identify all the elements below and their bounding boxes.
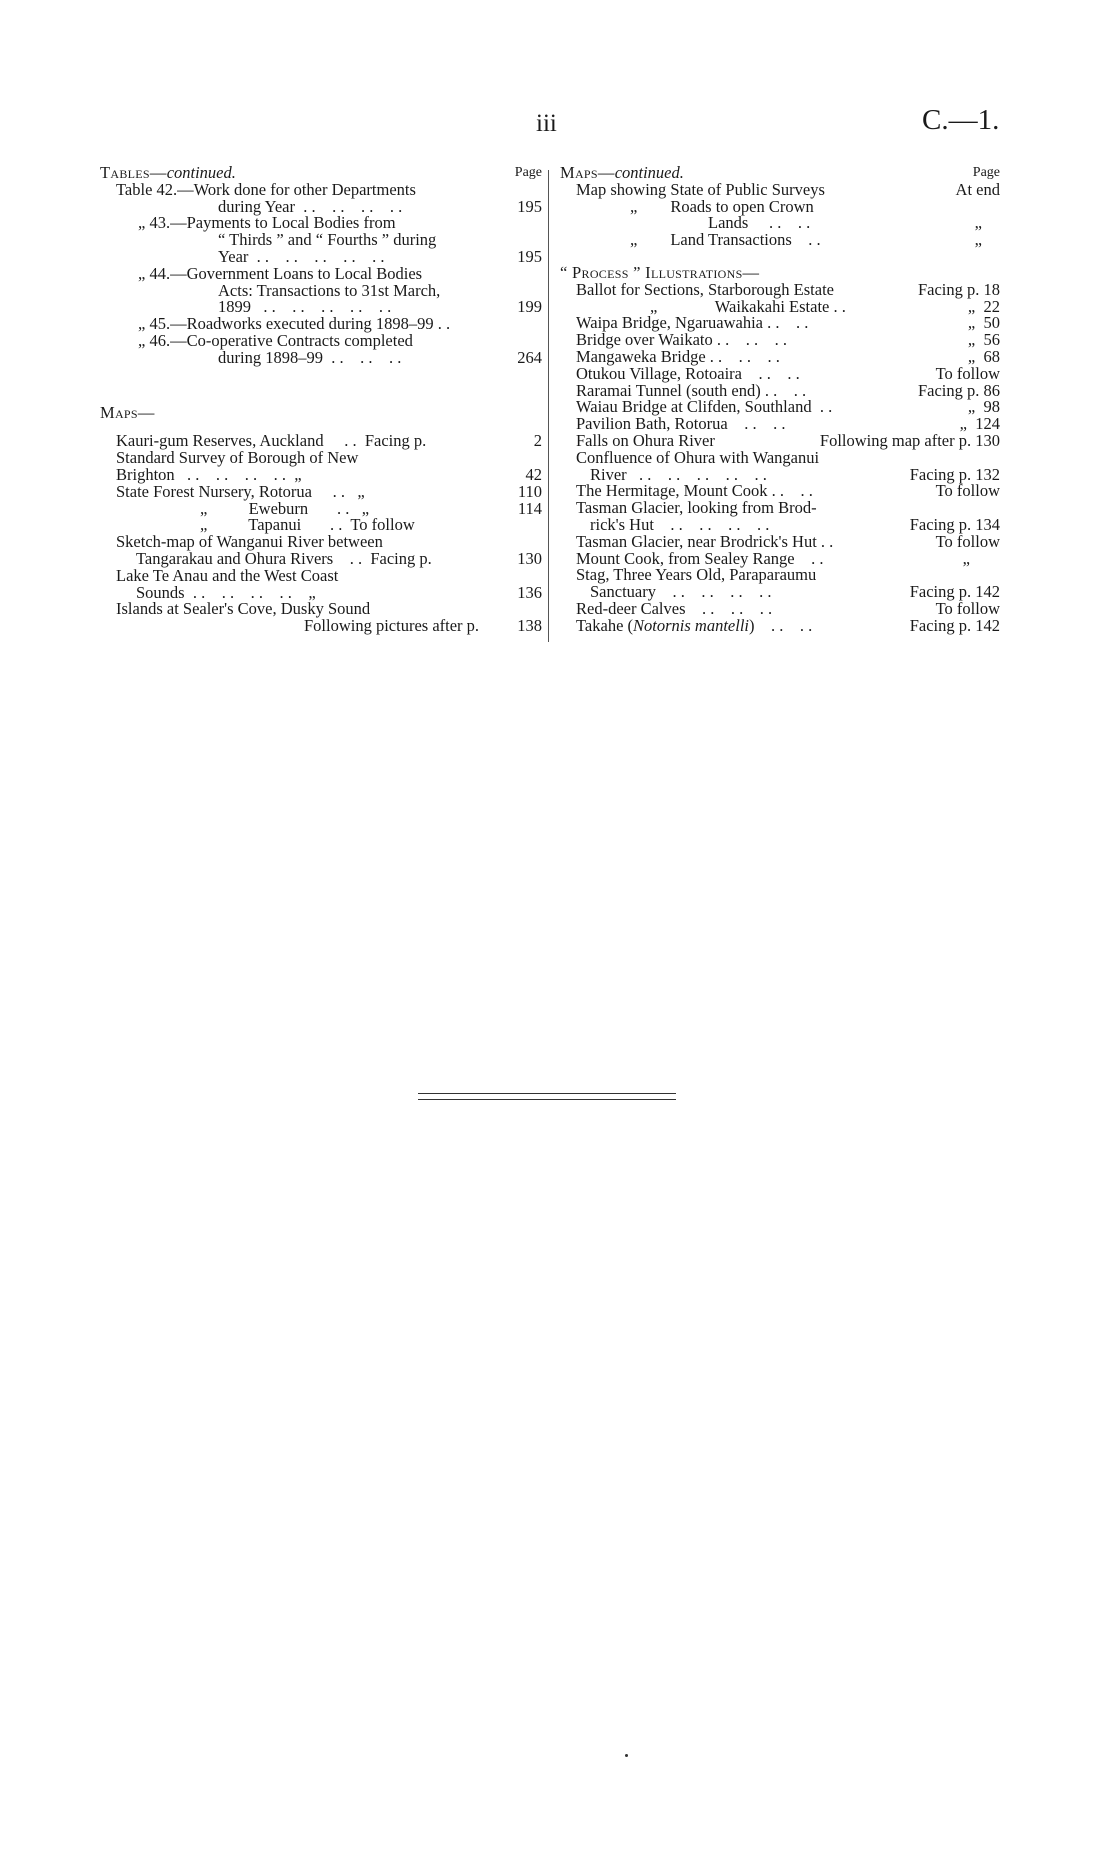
maps-heading: Maps— [100,402,155,422]
toc-page: Facing p. 132 [909,464,1000,484]
toc-entry-line: „ 46.—Co-operative Contracts completed [138,330,413,350]
maps-heading-line [100,402,542,422]
toc-entry-line: Sanctuary . . . . . . . . Facing p. 142 [590,582,1000,602]
toc-entry-line: Red-deer Calves . . . . . . To follow [576,598,1000,618]
toc-entry-line: during Year . . . . . . . . 195 [218,196,542,216]
toc-page: 136 [517,582,542,602]
toc-page: 2 [533,431,542,451]
toc-page: „ [962,548,970,568]
toc-entry-line: Standard Survey of Borough of New [116,448,359,468]
toc-page: 264 [517,347,542,367]
toc-page: Facing p. 142 [909,615,1000,635]
toc-entry-line: Raramai Tunnel (south end) . . . . Facing p. 86 [576,380,1000,400]
toc-entry-line: River . . . . . . . . . . Facing p. 132 [590,464,1000,484]
toc-page: „ 68 [967,346,1000,366]
toc-page: „ 56 [967,330,1000,350]
page-column-label: Page [514,165,542,180]
maps-heading: Maps— [560,163,615,182]
toc-entry-line: State Forest Nursery, Rotorua . . „ 110 [116,481,542,501]
toc-page: 195 [517,196,542,216]
toc-entry-line: Sketch-map of Wanganui River between [116,532,383,552]
maps-heading-continued: continued. [614,163,684,182]
toc-page: 195 [517,246,542,266]
toc-entry-line: Takahe (Notornis mantelli) . . . . Facing p. 142 [576,615,1000,635]
toc-entry-line: Otukou Village, Rotoaira . . . . To follow [576,363,1000,383]
toc-entry-line: 1899 . . . . . . . . . . 199 [218,297,542,317]
toc-entry-line: “ Thirds ” and “ Fourths ” during [218,230,437,250]
toc-entry-line: „ Eweburn . . „ 114 [200,498,542,518]
toc-page: „ 22 [967,296,1000,316]
toc-page: To follow [935,531,1000,551]
document-reference: C.—1. [922,104,1000,136]
toc-entry-line: Map showing State of Public Surveys At end [576,179,1000,199]
toc-page: Following map after p. 130 [819,430,1000,450]
page-number: iii [536,110,557,137]
toc-page: Facing p. 86 [917,380,1000,400]
toc-page: 114 [517,498,542,518]
toc-entry-line: Mount Cook, from Sealey Range . . „ [576,548,970,568]
left-column [100,165,542,635]
toc-entry-line: during 1898–99 . . . . . . 264 [218,347,542,367]
toc-entry-line: Waiau Bridge at Clifden, Southland . . „ 98 [576,397,1000,417]
toc-entry-line: Kauri-gum Reserves, Auckland . . Facing p. 2 [116,431,542,451]
toc-entry-line: Tasman Glacier, looking from Brod- [576,498,817,518]
toc-page: 42 [525,464,542,484]
toc-entry-line: rick's Hut . . . . . . . . Facing p. 134 [590,514,1000,534]
toc-entry-line: „ 45.—Roadworks executed during 1898–99 . . [138,314,451,334]
toc-entry-line: Following pictures after p. 138 [304,616,542,636]
toc-entry-line: Confluence of Ohura with Wanganui [576,447,820,467]
toc-entry-line: „ Land Transactions . . „ [630,230,982,250]
toc-entry-line: Tangarakau and Ohura Rivers . . Facing p. 130 [136,548,542,568]
page-column-label: Page [972,165,1000,180]
tables-heading: Tables— [100,163,167,182]
right-column [560,165,1000,635]
toc-entry-line: The Hermitage, Mount Cook . . . . To follow [576,481,1000,501]
toc-entry-line: Brighton . . . . . . . . „ 42 [116,464,542,484]
toc-entry-line: Ballot for Sections, Starborough Estate Facing p. 18 [576,279,1000,299]
process-illustrations-heading: “ Process ” Illustrations— [560,262,760,282]
toc-entry-line: Pavilion Bath, Rotorua . . . . „ 124 [576,414,1000,434]
toc-entry-line: Waipa Bridge, Ngaruawahia . . . . „ 50 [576,313,1000,333]
toc-page: Facing p. 18 [917,279,1000,299]
toc-page: 130 [517,548,542,568]
toc-page: „ 98 [967,397,1000,417]
section-end-double-rule [418,1093,676,1100]
stray-mark [625,1754,628,1757]
toc-page: 138 [517,616,542,636]
toc-entry-line: „ 43.—Payments to Local Bodies from [138,213,396,233]
toc-page: 199 [517,297,542,317]
toc-page: To follow [935,363,1000,383]
column-divider [548,170,549,642]
toc-entry-line: Mangaweka Bridge . . . . . . „ 68 [576,346,1000,366]
toc-entry-line: Year . . . . . . . . . . 195 [218,246,542,266]
toc-entry-line: „ Waikakahi Estate . . „ 22 [650,296,1000,316]
toc-page: „ [974,213,982,233]
toc-page: To follow [935,598,1000,618]
toc-entry-line: Falls on Ohura River Following map after p. 130 [576,430,1000,450]
toc-entry-line: Acts: Transactions to 31st March, [218,280,441,300]
tables-heading-continued: continued. [166,163,236,182]
toc-entry-line: Tasman Glacier, near Brodrick's Hut . . To follow [576,531,1000,551]
toc-page: Facing p. 142 [909,582,1000,602]
toc-entry-line: Table 42.—Work done for other Departments [116,179,416,199]
toc-entry-line: „ Tapanui . . To follow [200,515,415,535]
toc-entry-line: „ 44.—Government Loans to Local Bodies [138,263,423,283]
toc-entry-line: Stag, Three Years Old, Paraparaumu [576,565,817,585]
toc-page: 110 [517,481,542,501]
toc-page: „ [974,230,982,250]
toc-page: „ 50 [967,313,1000,333]
toc-entry-line: Lake Te Anau and the West Coast [116,565,339,585]
toc-page: At end [955,179,1000,199]
toc-entry-line: Sounds . . . . . . . . „ 136 [136,582,542,602]
toc-page: „ 124 [959,414,1000,434]
toc-page: To follow [935,481,1000,501]
toc-entry-line: Bridge over Waikato . . . . . . „ 56 [576,330,1000,350]
toc-page: Facing p. 134 [909,514,1000,534]
toc-entry-line: „ Roads to open Crown [630,196,814,216]
toc-entry-line: Lands . . . . „ [708,213,982,233]
toc-entry-line: Islands at Sealer's Cove, Dusky Sound [116,599,371,619]
